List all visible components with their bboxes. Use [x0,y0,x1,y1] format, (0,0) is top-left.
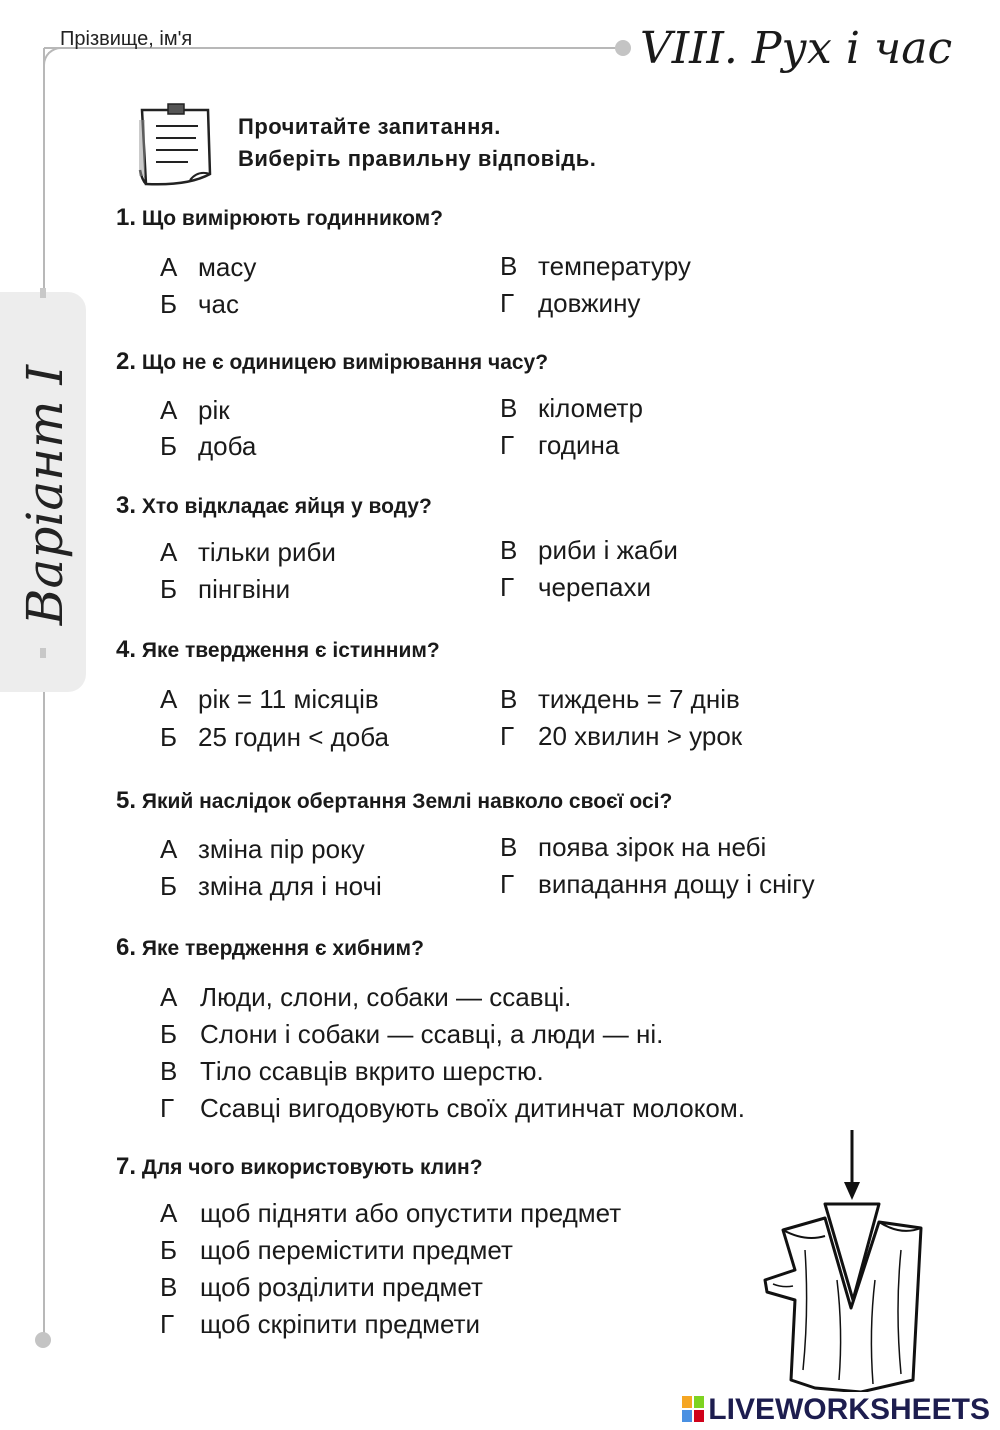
option-6-a[interactable]: А Люди, слони, собаки — ссавці. [160,982,572,1012]
question-number: 4. [116,636,137,663]
option-2-d[interactable]: Г година [500,430,620,460]
question-text: Який наслідок обертання Землі навколо своєї осі? [141,790,673,813]
question-text: Яке твердження є хибним? [141,937,424,960]
option-4-a[interactable]: А рік = 11 місяців [160,684,379,714]
question-text: Яке твердження є істинним? [141,639,440,662]
option-2-a[interactable]: А рік [160,395,230,425]
option-3-a[interactable]: А тільки риби [160,537,336,567]
option-6-d[interactable]: Г Ссавці вигодовують своїх дитинчат молоком. [160,1093,745,1123]
option-7-d[interactable]: Г щоб скріпити предмети [160,1309,481,1339]
option-2-c[interactable]: В кілометр [500,393,643,423]
question-text: Що не є одиницею вимірювання часу? [141,351,549,374]
question-number: 7. [116,1153,137,1180]
liveworksheets-logo-icon [682,1396,704,1422]
question-2 [116,348,548,376]
question-text: Що вимірюють годинником? [141,207,443,230]
question-number: 2. [116,348,137,375]
option-4-d[interactable]: Г 20 хвилин > урок [500,721,743,751]
option-5-d[interactable]: Г випадання дощу і снігу [500,869,815,899]
option-5-a[interactable]: А зміна пір року [160,834,365,864]
option-5-b[interactable]: Б зміна для і ночі [160,871,382,901]
margin-rule [43,48,45,1338]
option-4-b[interactable]: Б 25 годин < доба [160,722,390,752]
option-1-c[interactable]: В температуру [500,251,691,281]
question-7 [116,1153,483,1181]
question-1 [116,204,443,232]
option-7-b[interactable]: Б щоб перемістити предмет [160,1235,513,1265]
header-rule-dot [615,40,631,56]
liveworksheets-watermark: LIVEWORKSHEETS [682,1393,990,1427]
question-5 [116,787,672,815]
question-6 [116,934,424,962]
question-number: 3. [116,492,137,519]
option-4-c[interactable]: В тиждень = 7 днів [500,684,740,714]
option-7-c[interactable]: В щоб розділити предмет [160,1272,483,1302]
question-number: 6. [116,934,137,961]
option-2-b[interactable]: Б доба [160,431,257,461]
name-field-label: Прізвище, ім'я [60,28,193,50]
wedge-log-illustration [755,1130,955,1392]
instruction-line-2: Виберіть правильну відповідь. [238,146,597,171]
question-number: 1. [116,204,137,231]
option-6-b[interactable]: Б Слони і собаки — ссавці, а люди — ні. [160,1019,664,1049]
option-3-d[interactable]: Г черепахи [500,572,651,602]
instruction-line-1: Прочитайте запитання. [238,114,501,139]
option-1-b[interactable]: Б час [160,289,240,319]
margin-rule-dot [35,1332,51,1348]
option-1-a[interactable]: А масу [160,252,257,282]
question-text: Хто відкладає яйця у воду? [141,495,432,518]
side-tab-tick [40,288,46,298]
option-6-c[interactable]: В Тіло ссавців вкрито шерстю. [160,1056,544,1086]
option-5-c[interactable]: В поява зірок на небі [500,832,767,862]
question-text: Для чого використовують клин? [141,1156,483,1179]
option-3-b[interactable]: Б пінгвіни [160,574,291,604]
option-7-a[interactable]: А щоб підняти або опустити предмет [160,1198,622,1228]
topic-title: VIII. Рух і час [640,23,953,74]
option-3-c[interactable]: В риби і жаби [500,535,678,565]
notepad-icon [128,100,224,192]
variant-label: Варіант I [16,364,74,626]
question-3 [116,492,432,520]
question-4 [116,636,440,664]
question-number: 5. [116,787,137,814]
option-1-d[interactable]: Г довжину [500,288,641,318]
